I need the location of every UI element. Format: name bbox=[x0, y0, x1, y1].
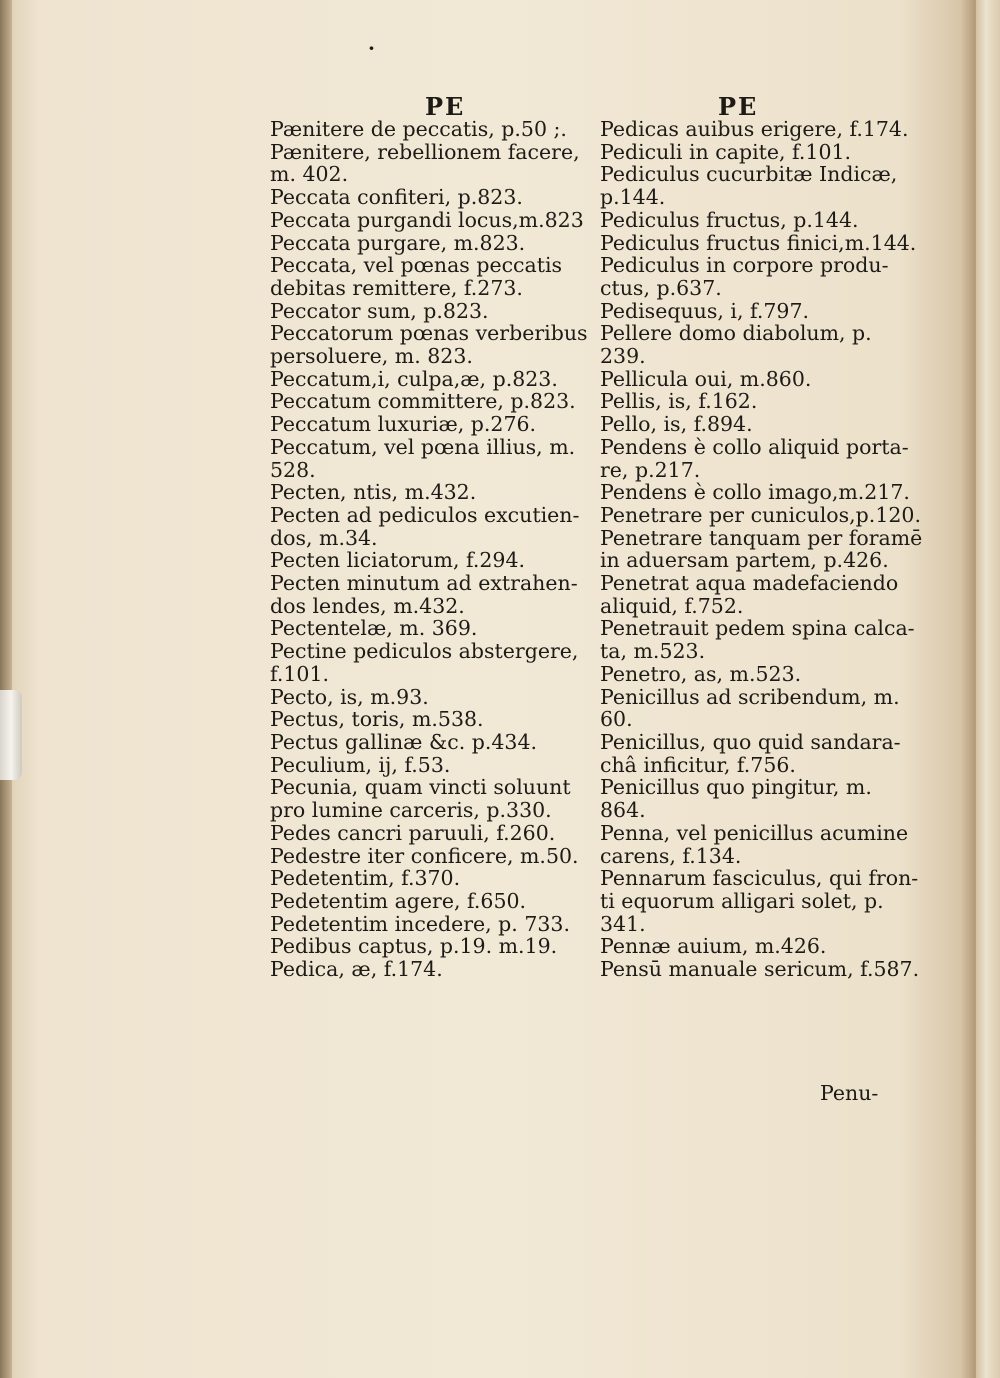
left-running-header: PE bbox=[425, 92, 466, 121]
index-entry bbox=[270, 640, 580, 685]
index-entry bbox=[270, 436, 580, 481]
entry-line: Penicillus, quo quid sandara- bbox=[600, 729, 901, 754]
index-entry bbox=[600, 663, 910, 686]
entry-line: Pediculus in corpore produ- bbox=[600, 253, 889, 278]
entry-line: Pediculi in capite, f.101. bbox=[600, 139, 852, 164]
entry-line: Pennarum fasciculus, qui fron- bbox=[600, 866, 919, 891]
entry-line: Peccatorum pœnas verberibus bbox=[270, 321, 588, 346]
entry-line: Pedes cancri paruuli, f.260. bbox=[270, 820, 556, 845]
index-entry bbox=[270, 232, 580, 255]
entry-line: Peccator sum, p.823. bbox=[270, 298, 489, 323]
entry-continuation: ta, m.523. bbox=[600, 639, 706, 664]
index-entry bbox=[600, 254, 910, 299]
entry-line: Pectentelæ, m. 369. bbox=[270, 616, 478, 641]
entry-line: Peccatum luxuriæ, p.276. bbox=[270, 412, 537, 437]
entry-line: Pænitere, rebellionem facere, bbox=[270, 139, 580, 164]
index-entry bbox=[270, 207, 584, 232]
entry-line: Penicillus quo pingitur, m. bbox=[600, 775, 872, 800]
index-entry bbox=[600, 300, 910, 323]
index-entry bbox=[270, 958, 580, 981]
entry-line: Pedetentim, f.370. bbox=[270, 866, 461, 891]
entry-line: Pecten ad pediculos excutien- bbox=[270, 502, 580, 527]
right-index-column bbox=[600, 117, 923, 982]
entry-continuation: ctus, p.637. bbox=[600, 275, 722, 300]
entry-continuation: 239. bbox=[600, 344, 646, 369]
index-entry bbox=[600, 822, 910, 867]
entry-line: Peccatum committere, p.823. bbox=[270, 389, 576, 414]
entry-line: Pediculus fructus finici,m.144. bbox=[600, 230, 917, 255]
index-entry bbox=[270, 141, 580, 186]
entry-line: Peccata confiteri, p.823. bbox=[270, 185, 523, 210]
entry-line: Pensū manuale sericum, f.587. bbox=[600, 957, 920, 982]
index-entry bbox=[270, 413, 580, 436]
index-entry bbox=[270, 686, 580, 709]
entry-continuation: dos, m.34. bbox=[270, 525, 378, 550]
entry-line: Pedisequus, i, f.797. bbox=[600, 298, 810, 323]
index-entry bbox=[600, 866, 919, 936]
index-entry bbox=[270, 321, 588, 369]
index-entry bbox=[600, 481, 910, 504]
adjacent-page-edge bbox=[975, 0, 1000, 1378]
entry-continuation: châ inficitur, f.756. bbox=[600, 752, 796, 777]
entry-continuation: carens, f.134. bbox=[600, 843, 742, 868]
entry-line: Pellere domo diabolum, p. bbox=[600, 321, 872, 346]
index-entry bbox=[270, 549, 580, 572]
index-entry bbox=[600, 935, 910, 958]
index-entry bbox=[600, 322, 910, 367]
entry-line: Pellis, is, f.162. bbox=[600, 389, 758, 414]
index-entry bbox=[270, 186, 580, 209]
entry-line: Peccatum, vel pœna illius, m. bbox=[270, 434, 576, 459]
entry-line: Pedetentim agere, f.650. bbox=[270, 888, 527, 913]
entry-line: Peccatum,i, culpa,æ, p.823. bbox=[270, 366, 558, 391]
entry-line: Pecto, is, m.93. bbox=[270, 684, 429, 709]
entry-line: Peccata purgare, m.823. bbox=[270, 230, 526, 255]
entry-line: Pecunia, quam vincti soluunt bbox=[270, 775, 571, 800]
entry-line: Pectine pediculos abstergere, bbox=[270, 639, 579, 664]
index-entry bbox=[270, 845, 580, 868]
entry-continuation: persoluere, m. 823. bbox=[270, 344, 473, 369]
index-entry bbox=[270, 118, 580, 141]
entry-line: Penetrare tanquam per foramē bbox=[600, 525, 923, 550]
entry-line: Peccata, vel pœnas peccatis bbox=[270, 253, 563, 278]
entry-line: Pectus, toris, m.538. bbox=[270, 707, 484, 732]
index-entry bbox=[600, 390, 910, 413]
entry-line: Pedicas auibus erigere, f.174. bbox=[600, 117, 909, 141]
index-entry bbox=[600, 731, 910, 776]
index-entry bbox=[270, 481, 580, 504]
entry-continuation: re, p.217. bbox=[600, 457, 701, 482]
entry-continuation: debitas remittere, f.273. bbox=[270, 275, 523, 300]
index-entry bbox=[600, 686, 910, 731]
index-entry bbox=[600, 141, 910, 164]
entry-line: Pedestre iter conficere, m.50. bbox=[270, 843, 579, 868]
index-entry bbox=[270, 368, 580, 391]
index-entry bbox=[600, 230, 917, 255]
index-entry bbox=[270, 390, 580, 413]
right-running-header: PE bbox=[718, 92, 759, 121]
index-entry bbox=[600, 118, 910, 141]
entry-continuation: p.144. bbox=[600, 185, 666, 210]
index-entry bbox=[270, 822, 580, 845]
index-entry bbox=[600, 525, 923, 573]
entry-line: Pennæ auium, m.426. bbox=[600, 934, 827, 959]
entry-line: Peccata purgandi locus,m.823 bbox=[270, 207, 584, 232]
entry-line: Penetro, as, m.523. bbox=[600, 661, 802, 686]
index-entry bbox=[600, 368, 910, 391]
entry-line: Penicillus ad scribendum, m. bbox=[600, 684, 900, 709]
entry-line: Pendens è collo aliquid porta- bbox=[600, 434, 909, 459]
index-entry bbox=[600, 163, 910, 208]
index-entry bbox=[270, 504, 580, 549]
entry-line: Penna, vel penicillus acumine bbox=[600, 820, 909, 845]
index-entry bbox=[270, 300, 580, 323]
entry-line: Pectus gallinæ &c. p.434. bbox=[270, 729, 538, 754]
entry-continuation: pro lumine carceris, p.330. bbox=[270, 798, 552, 823]
index-entry bbox=[600, 776, 910, 821]
entry-line: Pediculus fructus, p.144. bbox=[600, 207, 859, 232]
index-entry bbox=[600, 572, 910, 617]
entry-line: Pecten minutum ad extrahen- bbox=[270, 571, 578, 596]
entry-line: Pecten liciatorum, f.294. bbox=[270, 548, 526, 573]
entry-line: Pænitere de peccatis, p.50 ;. bbox=[270, 117, 567, 141]
entry-line: Pello, is, f.894. bbox=[600, 412, 753, 437]
index-entry bbox=[270, 617, 580, 640]
index-entry bbox=[270, 890, 580, 913]
entry-line: Penetrare per cuniculos,p.120. bbox=[600, 502, 921, 527]
index-entry bbox=[600, 413, 910, 436]
entry-continuation: 341. bbox=[600, 911, 646, 936]
index-entry bbox=[270, 913, 580, 936]
entry-continuation: m. 402. bbox=[270, 162, 349, 187]
entry-continuation: dos lendes, m.432. bbox=[270, 593, 465, 618]
index-entry bbox=[600, 209, 910, 232]
page-clip bbox=[0, 690, 22, 780]
entry-line: Pedica, æ, f.174. bbox=[270, 957, 443, 982]
entry-line: Penetrauit pedem spina calca- bbox=[600, 616, 915, 641]
entry-continuation: ti equorum alligari solet, p. bbox=[600, 888, 884, 913]
index-entry bbox=[600, 616, 915, 664]
entry-continuation: 528. bbox=[270, 457, 316, 482]
binding-gutter bbox=[0, 0, 12, 1378]
entry-line: Peculium, ij, f.53. bbox=[270, 752, 451, 777]
index-entry bbox=[270, 708, 580, 731]
entry-line: Penetrat aqua madefaciendo bbox=[600, 571, 899, 596]
catchword: Penu- bbox=[820, 1081, 879, 1105]
entry-line: Pellicula oui, m.860. bbox=[600, 366, 812, 391]
index-entry bbox=[270, 867, 580, 890]
entry-continuation: f.101. bbox=[270, 661, 330, 686]
entry-line: Pediculus cucurbitæ Indicæ, bbox=[600, 162, 898, 187]
index-entry bbox=[600, 957, 920, 982]
index-entry bbox=[270, 935, 580, 958]
left-index-column bbox=[270, 117, 588, 982]
entry-continuation: 60. bbox=[600, 707, 633, 732]
index-entry bbox=[270, 731, 580, 754]
index-entry bbox=[600, 436, 910, 481]
index-entry bbox=[600, 502, 921, 527]
entry-continuation: in aduersam partem, p.426. bbox=[600, 548, 889, 573]
index-entry bbox=[270, 254, 580, 299]
index-entry bbox=[270, 572, 580, 617]
index-entry bbox=[270, 776, 580, 821]
entry-line: Pecten, ntis, m.432. bbox=[270, 480, 477, 505]
entry-line: Pedibus captus, p.19. m.19. bbox=[270, 934, 558, 959]
index-entry bbox=[270, 754, 580, 777]
entry-continuation: aliquid, f.752. bbox=[600, 593, 744, 618]
entry-line: Pendens è collo imago,m.217. bbox=[600, 480, 910, 505]
entry-continuation: 864. bbox=[600, 798, 646, 823]
ink-dot: · bbox=[368, 36, 375, 60]
entry-line: Pedetentim incedere, p. 733. bbox=[270, 911, 570, 936]
